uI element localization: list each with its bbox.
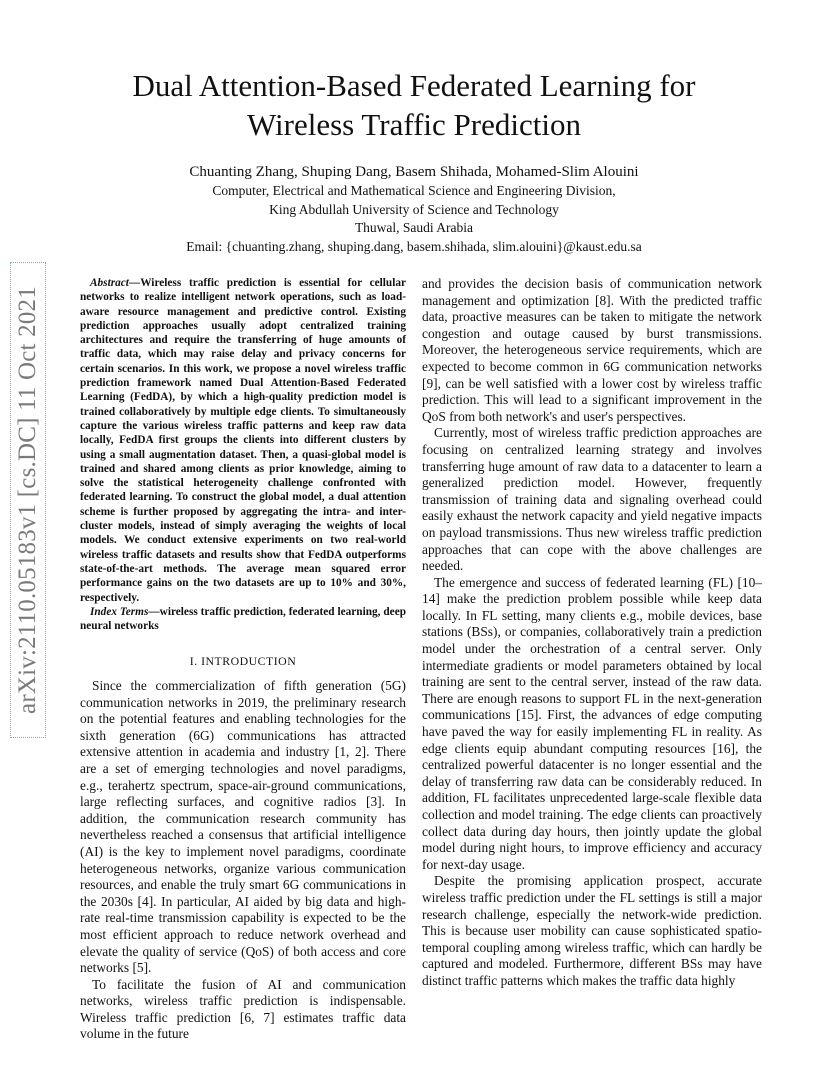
author-email: Email: {chuanting.zhang, shuping.dang, basem.shihada, slim.alouini}@kaust.edu.sa (186, 238, 642, 254)
author-block (40, 162, 788, 256)
affiliation-location: Thuwal, Saudi Arabia (354, 220, 474, 235)
title-line-1: Dual Attention-Based Federated Learning for (132, 68, 696, 103)
abstract-label: Abstract (90, 277, 129, 289)
abstract (80, 276, 406, 633)
abstract-text: —Wireless traffic prediction is essential for cellular networks to realize intelligent network operations, such as load-aware resource management and predictive control. Existing prediction approaches usually adopt centralized training architectures and require the transferring of huge amounts of traffic data, which may raise delay and privacy concerns for certain scenarios. In this work, we propose a novel wireless traffic prediction framework named Dual Attention-Based Federated Learning (FedDA), by which a high-quality prediction model is trained collaboratively by multiple edge clients. To simultaneously capture the various wireless traffic patterns and keep raw data locally, FedDA first groups the clients into different clusters by using a small augmentation dataset. Then, a quasi-global model is trained and shared among clients as prior knowledge, aiming to solve the statistical heterogeneity challenge confronted with federated learning. To construct the global model, a dual attention scheme is further proposed by aggregating the intra- and inter-cluster models, instead of simply averaging the weights of local models. We conduct extensive experiments on two real-world wireless traffic datasets and results show that FedDA outperforms state-of-the-art methods. The average mean squared error performance gains on the two datasets are up to 10% and 30%, respectively. (80, 277, 406, 604)
left-column (80, 276, 406, 1043)
affiliation-university: King Abdullah University of Science and Technology (269, 201, 559, 217)
right-paragraph-2: Currently, most of wireless traffic prediction approaches are focusing on centralized learning strategy and involves transferring huge amount of raw data to a datacenter to learn a generalized prediction model. However, frequently transmission of training data and signaling overhead could easily exhaust the network capacity and yield negative impacts on payload transmissions. Thus new wireless traffic prediction approaches that can cope with the above challenges are needed. (422, 425, 762, 574)
index-terms-text: —wireless traffic prediction, federated learning, deep neural networks (80, 605, 406, 633)
right-paragraph-1: and provides the decision basis of communication network management and optimization [8]. With the predicted traffic data, proactive measures can be taken to mitigate the network congestion and outage caused by burst transmissions. Moreover, the heterogeneous service requirements, which are expected to become common in 6G communication networks [9], can be well satisfied with a lower cost by wireless traffic prediction. This will lead to a significant improvement in the QoS from both network's and user's perspectives. (422, 276, 762, 424)
arxiv-identifier: arXiv:2110.05183v1 [cs.DC] 11 Oct 2021 (14, 286, 41, 714)
arxiv-identifier-stamp (10, 262, 46, 738)
right-paragraph-4: Despite the promising application prospect, accurate wireless traffic prediction under the FL settings is still a major research challenge, especially the network-wide prediction. This is because user mobility can cause sophisticated spatio-temporal coupling among wireless traffic, which can hardly be captured and modeled. Furthermore, different BSs may have distinct traffic patterns which makes the traffic data highly (422, 873, 762, 988)
title-line-2: Wireless Traffic Prediction (247, 107, 581, 142)
section-heading-introduction: I. INTRODUCTION (189, 654, 297, 669)
right-paragraph-3: The emergence and success of federated learning (FL) [10–14] make the prediction problem possible while keep data locally. In FL setting, many clients e.g., mobile devices, base stations (BSs), or companies, collaboratively train a prediction model under the orchestration of a central server. Only intermediate gradients or model parameters obtained by local training are sent to the central server, instead of the raw data. There are enough reasons to support FL in the next-generation communications [15]. First, the advances of edge computing have paved the way for easily implementing FL in reality. As edge clients equip abundant computing resources [16], the centralized powerful datacenter is no longer essential and the delay of transferring raw data can be considerably reduced. In addition, FL facilitates unprecedented large-scale flexible data collection and model training. The edge clients can proactively collect data during day hours, then jointly update the global model during night hours, to improve efficiency and accuracy for next-day usage. (422, 574, 762, 872)
index-terms-label: Index Terms (90, 605, 149, 618)
intro-paragraph-1: Since the commercialization of fifth generation (5G) communication networks in 2019, the preliminary research on the potential features and enabling technologies for the sixth generation (6G) communications has attracted extensive attention in academia and industry [1, 2]. There are a set of emerging technologies and novel paradigms, e.g., terahertz spectrum, space-air-ground communications, large reflecting surfaces, and cognitive radios [3]. In addition, the communication research community has nevertheless reached a consensus that artificial intelligence (AI) is the key to implement novel paradigms, coordinate heterogeneous networks, organize various communication resources, and enable the truly smart 6G communications in the 2030s [4]. In particular, AI aided by big data and high-rate real-time transmission capability is expected to be the most efficient approach to reduce network overhead and elevate the quality of service (QoS) of both access and core networks [5]. (80, 678, 406, 976)
paper-title (40, 66, 788, 144)
right-column (422, 276, 762, 990)
author-names: Chuanting Zhang, Shuping Dang, Basem Shihada, Mohamed-Slim Alouini (189, 164, 639, 180)
intro-paragraph-2: To facilitate the fusion of AI and communication networks, wireless traffic prediction is indispensable. Wireless traffic prediction [6, 7] estimates traffic data volume in the future (80, 976, 406, 1042)
affiliation-division: Computer, Electrical and Mathematical Science and Engineering Division, (212, 183, 616, 198)
